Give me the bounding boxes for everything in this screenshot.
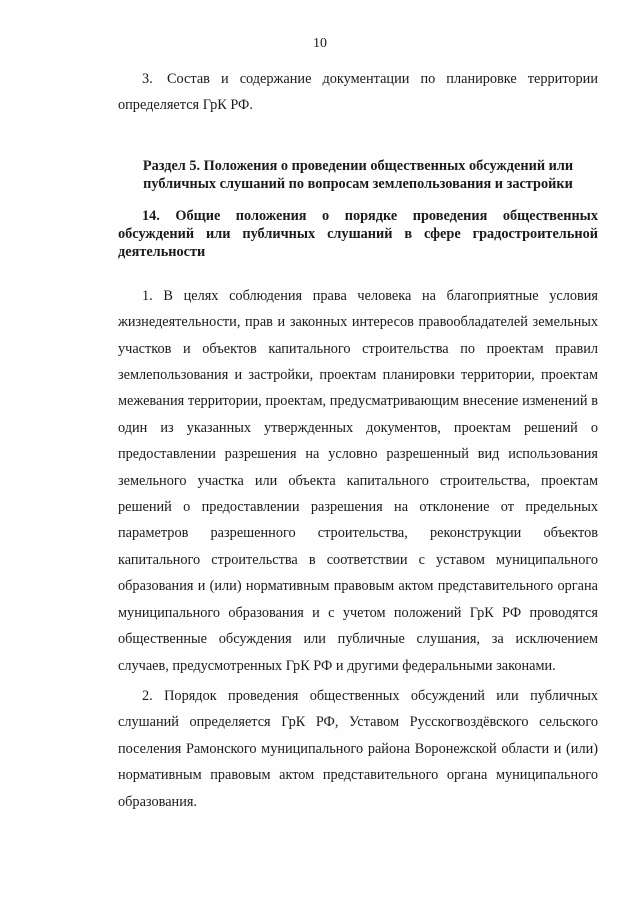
paragraph-item-1: 1. В целях соблюдения права человека на благоприятные условия жизнедеятельности, прав и законных интересов правообладателей земельных участков и объектов капитального строительства по проектам правил землепользования и застройки, проектам планировки территории, проектам межевания территории, проектам, предусматривающим внесение изменений в один из указанных утвержденных документов, проектам решений о предоставлении разрешения на условно разрешенный вид использования земельного участка или объекта капитального строительства, проектам решений о предоставлении разрешения на отклонение от предельных параметров разрешенного строительства, реконструкции объектов капитального строительства в соответствии с уставом муниципального образования и (или) нормативным правовым актом представительного органа муниципального образования и с учетом положений ГрК РФ проводятся общественные обсуждения или публичные слушания, за исключением случаев, предусмотренных ГрК РФ и другими федеральными законами. [118, 287, 598, 674]
document-body [118, 66, 598, 815]
subsection-14-heading [118, 207, 598, 261]
subsection-14-heading-text: 14. Общие положения о порядке проведения общественных обсуждений или публичных слушаний в сфере градостроительной деятельности [118, 207, 598, 260]
paragraph-item-3: 3. Состав и содержание документации по планировке территории определяется ГрК РФ. [118, 71, 598, 114]
paragraph-item-2: 2. Порядок проведения общественных обсуждений или публичных слушаний определяется ГрК РФ, Уставом Русскогвоздёвского сельского поселения Рамонского муниципального района Воронежской области и (или) нормативным правовым актом представительного органа муниципального образования. [118, 687, 598, 810]
page-number: 10 [313, 36, 327, 51]
section-5-heading: Раздел 5. Положения о проведении общественных обсуждений или публичных слушаний по вопросам землепользования и застройки [142, 157, 574, 192]
